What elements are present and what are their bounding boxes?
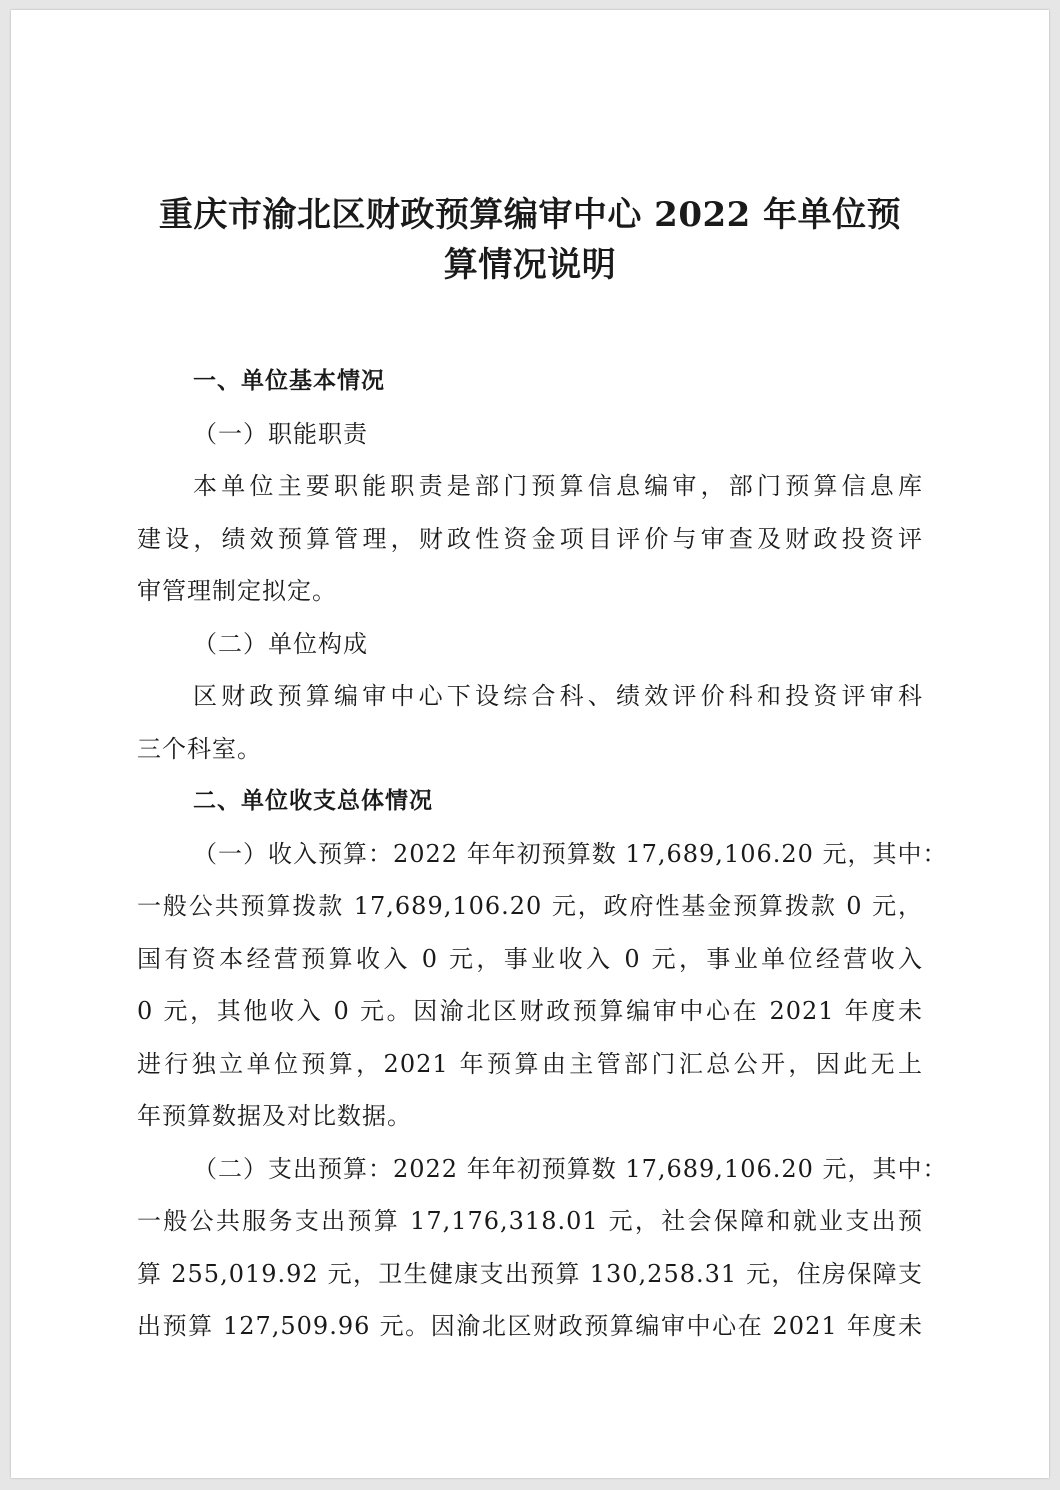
paragraph-text: 一般公共预算拨款 17,689,106.20 元，政府性基金预算拨款 0 元， (137, 892, 923, 920)
paragraph-line (137, 880, 937, 933)
document-body (137, 355, 948, 1353)
paragraph-line (137, 1143, 948, 1196)
paragraph-text: 国有资本经营预算收入 0 元，事业收入 0 元，事业单位经营收入 (137, 944, 923, 973)
paragraph-line: 年预算数据及对比数据。 (137, 1102, 412, 1130)
paragraph-line (137, 933, 937, 986)
paragraph-text: 区财政预算编审中心下设综合科、绩效评价科和投资评审科 (193, 682, 923, 710)
paragraph-line (137, 670, 937, 723)
title-line-1: 重庆市渝北区财政预算编审中心 2022 年单位预 (158, 195, 902, 235)
paragraph-text: （一）收入预算：2022 年年初预算数 17,689,106.20 元，其中： (193, 839, 948, 868)
paragraph-line (137, 460, 937, 513)
document-title (0, 190, 1060, 290)
paragraph-text: 一般公共服务支出预算 17,176,318.01 元，社会保障和就业支出预 (137, 1207, 923, 1235)
paragraph-text: 算 255,019.92 元，卫生健康支出预算 130,258.31 元，住房保障支 (137, 1259, 923, 1288)
paragraph-line (137, 985, 937, 1038)
paragraph-line (137, 1300, 937, 1353)
paragraph-text: 出预算 127,509.96 元。因渝北区财政预算编审中心在 2021 年度未 (137, 1312, 923, 1340)
paragraph-line (137, 828, 948, 881)
paragraph-line (137, 513, 937, 566)
paragraph-line: 三个科室。 (137, 734, 262, 763)
subsection-heading-1-1: （一）职能职责 (193, 419, 368, 448)
title-line-2: 算情况说明 (443, 245, 617, 285)
paragraph-text: 本单位主要职能职责是部门预算信息编审，部门预算信息库 (193, 472, 923, 500)
paragraph-text: 0 元，其他收入 0 元。因渝北区财政预算编审中心在 2021 年度未 (137, 997, 923, 1025)
paragraph-line (137, 1248, 937, 1301)
subsection-heading-1-2: （二）单位构成 (193, 629, 368, 658)
paragraph-line (137, 1038, 937, 1091)
paragraph-line: 审管理制定拟定。 (137, 577, 337, 605)
section-heading-2: 二、单位收支总体情况 (193, 788, 433, 814)
paragraph-text: 建设，绩效预算管理，财政性资金项目评价与审查及财政投资评 (137, 524, 923, 553)
section-heading-1: 一、单位基本情况 (193, 368, 385, 394)
paragraph-line (137, 1195, 937, 1248)
paragraph-text: 进行独立单位预算，2021 年预算由主管部门汇总公开，因此无上 (137, 1049, 923, 1078)
paragraph-text: （二）支出预算：2022 年年初预算数 17,689,106.20 元，其中： (193, 1154, 948, 1183)
